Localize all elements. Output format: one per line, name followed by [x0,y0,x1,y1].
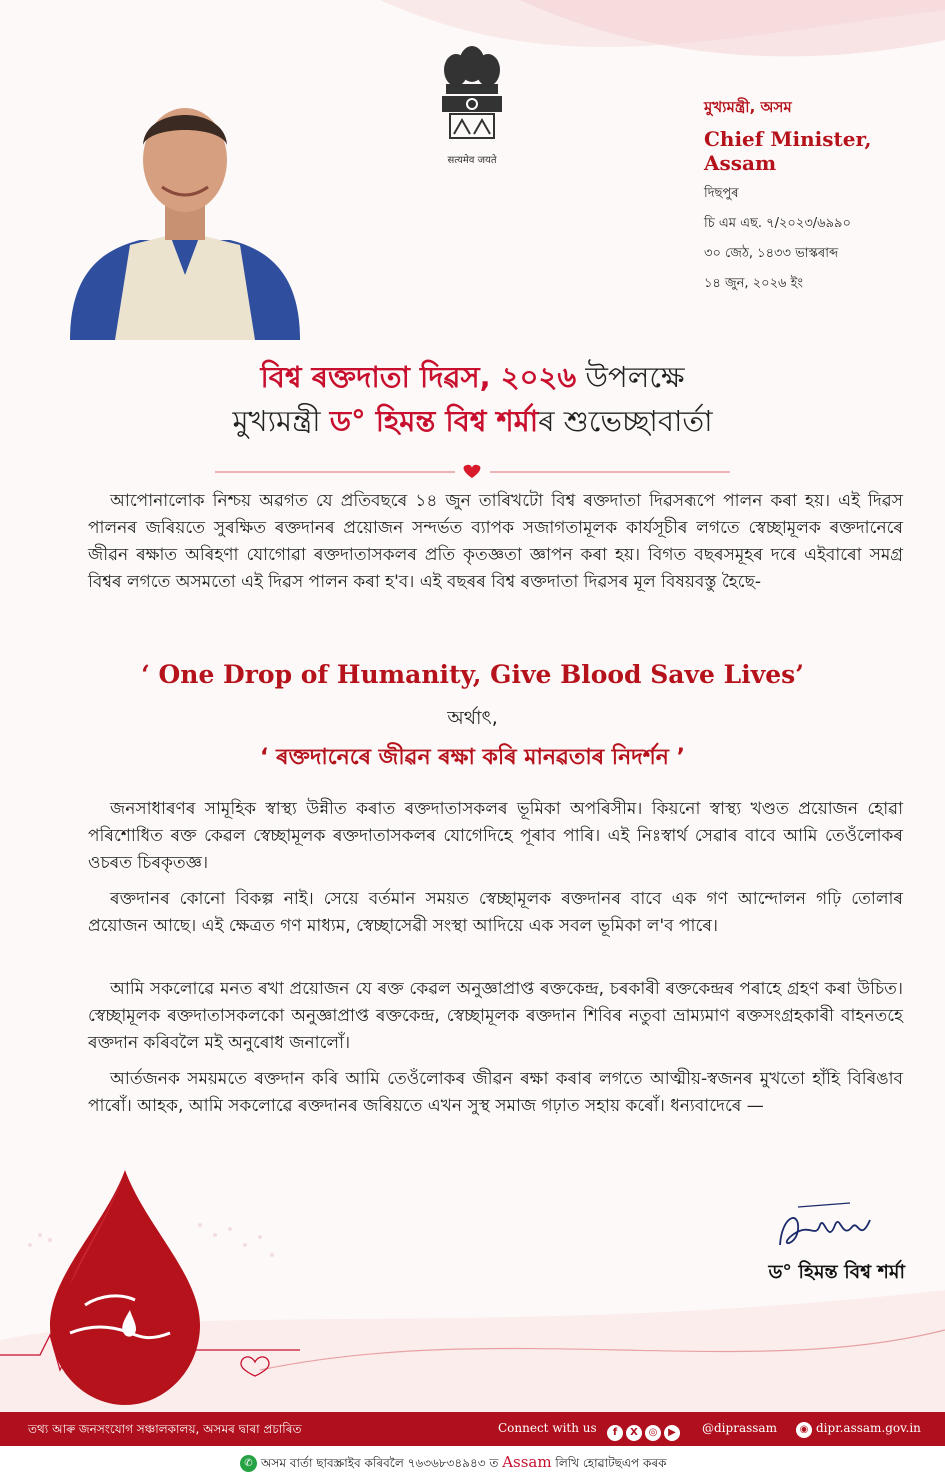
signatory-name: ড° হিমন্ত বিশ্ব শৰ্মা [768,1261,905,1283]
publisher-credit: তথ্য আৰু জনসংযোগ সঞ্চালকালয়, অসমৰ দ্বাৰা প্ৰচাৰিত [28,1422,302,1436]
heart-icon [464,465,481,478]
blood-drop-icon [10,1165,325,1410]
social-icons [607,1420,683,1441]
national-emblem-icon [432,40,512,148]
quote-open: ‘ [141,660,159,689]
office-place: দিছপুৰ [704,186,739,201]
headline-line-1 [0,356,945,398]
headline-suffix: ৰ শুভেচ্ছাবাৰ্তা [538,404,713,438]
headline-prefix: মুখ্যমন্ত্ৰী [232,404,330,438]
youtube-icon[interactable]: ▶ [664,1425,680,1441]
date-assamese-calendar: ৩০ জেঠ, ১৪৩৩ ভাস্কৰাব্দ [704,246,839,261]
office-title-english: Chief Minister, Assam [704,127,872,175]
social-handle[interactable]: @diprassam [702,1421,777,1435]
office-title-assamese: মুখ্যমন্ত্ৰী, অসম [704,98,792,116]
heart-divider [215,464,730,480]
connect-label: Connect with us [498,1421,597,1435]
website-url: dipr.assam.gov.in [816,1421,921,1435]
chief-minister-portrait [60,75,310,340]
quote-open-as: ‘ [260,745,277,770]
headline-event: বিশ্ব ৰক্তদাতা দিৱস, ২০২৬ [260,360,577,394]
whatsapp-icon: ✆ [240,1455,257,1472]
website-icon: ◉ [796,1422,812,1438]
theme-english [0,660,945,689]
facebook-icon[interactable]: f [607,1425,623,1441]
emblem-motto: सत्यमेव जयते [447,155,497,166]
instagram-icon[interactable]: ◎ [645,1425,661,1441]
theme-assamese-text: ৰক্তদানেৰে জীৱন ৰক্ষা কৰি মানৱতাৰ নিদৰ্শন [276,745,669,770]
whatsapp-subscribe[interactable] [240,1453,667,1475]
whatsapp-keyword: Assam [502,1453,552,1471]
whatsapp-text-pre: অসম বাৰ্তা ছাবস্ক্ৰাইব কৰিবলৈ ৭৬৩৬৮৩৪৯৪৩ ত [261,1456,503,1470]
headline-line-2 [0,400,945,442]
paragraph-3: ৰক্তদানৰ কোনো বিকল্প নাই। সেয়ে বৰ্তমান সময়ত স্বেচ্ছামূলক ৰক্তদানৰ বাবে এক গণ আন্দোলন গঢ়ি তোলাৰ প্ৰয়োজন আছে। এই ক্ষেত্ৰত গণ মাধ্যম, স্বেচ্ছাসেৱী সংস্থা আদিয়ে এক সবল ভূমিকা ল'ব পাৰে। [88,889,903,936]
reference-number: চি এম এছ. ৭/২০২৩/৬৯৯০ [704,216,851,231]
message-headline [0,356,945,442]
footer-bar [0,1412,945,1446]
meaning-label: অৰ্থাৎ, [447,707,498,729]
quote-close-as: ’ [668,745,685,770]
headline-occasion: উপলক্ষে [576,360,685,394]
theme-assamese [0,740,945,777]
office-header [704,96,939,295]
whatsapp-text-post: লিখি হোৱাটছএপ কৰক [551,1456,667,1470]
whatsapp-bar [0,1446,945,1477]
paragraph-4: আমি সকলোৱে মনত ৰখা প্ৰয়োজন যে ৰক্ত কেৱল অনুজ্ঞাপ্ৰাপ্ত ৰক্তকেন্দ্ৰ, চৰকাৰী ৰক্তকেন্দ্ৰৰ পৰাহে গ্ৰহণ কৰা উচিত। স্বেচ্ছামূলক ৰক্তদাতাসকলকো অনুজ্ঞাপ্ৰাপ্ত ৰক্তকেন্দ্ৰ, স্বেচ্ছামূলক ৰক্তদান শিবিৰ নতুবা ভ্ৰাম্যমাণ ৰক্তসংগ্ৰহকাৰী বাহনতহে ৰক্তদান কৰিবলৈ মই অনুৰোধ জনালোঁ। [88,979,903,1053]
theme-english-text: One Drop of Humanity, Give Blood Save Lives [158,660,796,689]
headline-name: ড° হিমন্ত বিশ্ব শৰ্মা [329,404,539,438]
paragraph-1: আপোনালোক নিশ্চয় অৱগত যে প্ৰতিবছৰে ১৪ জুন তাৰিখটো বিশ্ব ৰক্তদাতা দিৱসৰূপে পালন কৰা হয়। এই দিৱস পালনৰ জৰিয়তে সুৰক্ষিত ৰক্তদানৰ প্ৰয়োজন সন্দৰ্ভত ব্যাপক সজাগতামূলক কাৰ্যসূচীৰ লগতে স্বেচ্ছামূলক ৰক্তদানেৰে জীৱন ৰক্ষাত অৰিহণা যোগোৱা ৰক্তদাতাসকলৰ প্ৰতি কৃতজ্ঞতা জ্ঞাপন কৰা হয়। বিগত বছৰসমূহৰ দৰে এইবাৰো সমগ্ৰ বিশ্বৰ লগতে অসমতো এই দিৱস পালন কৰা হ'ব। এই বছৰৰ বিশ্ব ৰক্তদাতা দিৱসৰ মূল বিষয়বস্তু হৈছে- [88,491,903,592]
national-emblem [432,40,512,168]
quote-close: ’ [795,660,804,689]
date-gregorian: ১৪ জুন, ২০২৬ ইং [704,276,803,291]
website-link[interactable] [796,1421,921,1438]
x-icon[interactable]: X [626,1425,642,1441]
paragraph-5: আৰ্তজনক সময়মতে ৰক্তদান কৰি আমি তেওঁলোকৰ জীৱন ৰক্ষা কৰাৰ লগতে আত্মীয়-স্বজনৰ মুখতো হাঁহি বিৰিঙাব পাৰোঁ। আহক, আমি সকলোৱে ৰক্তদানৰ জৰিয়তে এখন সুস্থ সমাজ গঢ়াত সহায় কৰোঁ। ধন্যবাদেৰে — [88,1069,903,1116]
paragraph-2: জনসাধাৰণৰ সামূহিক স্বাস্থ্য উন্নীত কৰাত ৰক্তদাতাসকলৰ ভূমিকা অপৰিসীম। কিয়নো স্বাস্থ্য খণ্ডত প্ৰয়োজন হোৱা পৰিশোধিত ৰক্ত কেৱল স্বেচ্ছামূলক ৰক্তদাতাসকলৰ যোগেদিহে পূৰাব পাৰি। এই নিঃস্বাৰ্থ সেৱাৰ বাবে আমি তেওঁলোকৰ ওচৰত চিৰকৃতজ্ঞ। [88,799,903,873]
